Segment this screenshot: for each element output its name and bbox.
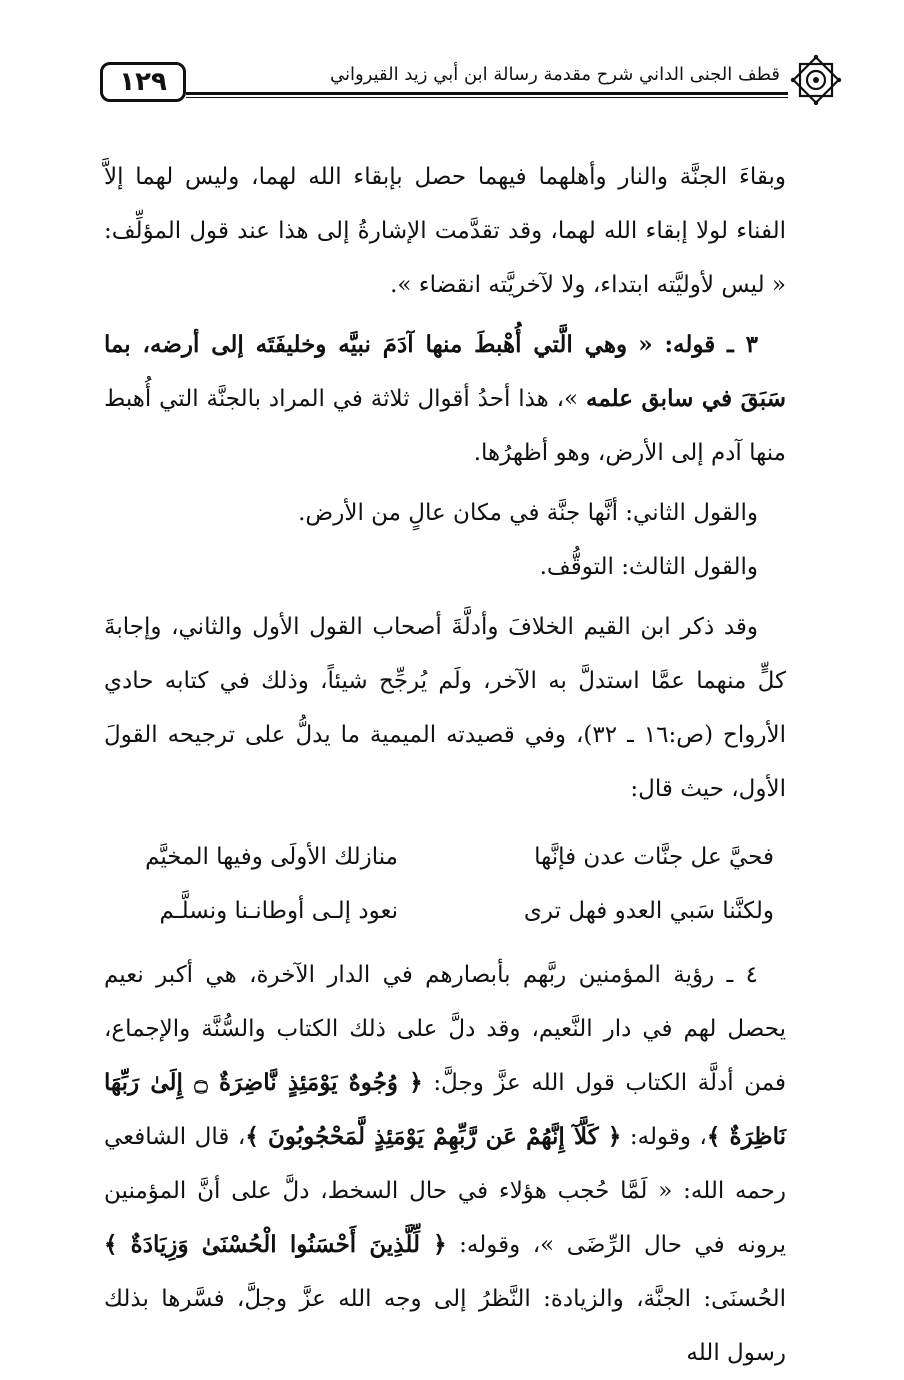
paragraph-5: وقد ذكر ابن القيم الخلافَ وأدلَّةَ أصحاب القول الأول والثاني، وإجابةَ كلٍّ منهما عمَّا استدلَّ به الآخر، ولَم يُرجِّح شيئاً، وذلك في كتابه حادي الأرواح (ص:١٦ ـ ٣٢)، وفي قصيدته الميمية ما يدلُّ على ترجيحه القولَ الأول، حيث قال: [104, 614, 786, 802]
paragraph-6-end: الحُسنَى: الجنَّة، والزيادة: النَّظرُ إلى وجه الله عزَّ وجلَّ، فسَّرها بذلك رسول الله [104, 1286, 786, 1366]
paragraph-6-mid-2: ، قال الشافعي رحمه الله: « لَمَّا حُجب هؤلاء في حال السخط، دلَّ على أنَّ المؤمنين يرونه في حال الرِّضَى »، وقوله: [104, 1124, 786, 1258]
verse-second-hemistich: منازلك الأولَى وفيها المخيَّم [145, 844, 398, 870]
page-number: ١٢٩ [100, 62, 186, 102]
paragraph-2-prefix: ٣ ـ قوله: « [638, 331, 759, 358]
quran-verse-2: ﴿ كَلَّآ إِنَّهُمْ عَن رَّبِّهِمْ يَوْمَئِذٍ لَّمَحْجُوبُونَ ﴾ [245, 1123, 622, 1150]
paragraph-6 [104, 948, 786, 1380]
paragraph-2-rest: »، هذا أحدُ أقوال ثلاثة في المراد بالجنَّة التي أُهبط منها آدم إلى الأرض، وهو أظهرُها. [104, 386, 786, 466]
paragraph-6-prefix: ٤ ـ رؤية المؤمنين ربَّهم بأبصارهم في الدار الآخرة، هي أكبر نعيم يحصل لهم في دار النَّعيم، وقد دلَّ على ذلك الكتاب والسُّنَّة والإجماع، فمن أدلَّة الكتاب قول الله عزَّ وجلَّ: [104, 962, 786, 1096]
verse-first-hemistich: ولكنَّنا سَبي العدو فهل ترى [523, 898, 774, 924]
quoted-text: وهي الَّتي أُهْبطَ منها آدَمَ نبيَّه وخليفَتَه إلى أرضه، بما سَبَقَ في سابق علمه [104, 331, 786, 412]
header-rule [186, 92, 788, 98]
paragraph-2 [104, 318, 786, 480]
paragraph-4: والقول الثالث: التوقُّف. [539, 554, 758, 580]
paragraph-3: والقول الثاني: أنَّها جنَّة في مكان عالٍ من الأرض. [298, 500, 758, 526]
star-ornament-icon [788, 52, 844, 108]
quran-verse-3: ﴿ لِّلَّذِينَ أَحْسَنُوا الْحُسْنَىٰ وَزِيَادَةٌ ﴾ [104, 1231, 447, 1258]
verse-line [104, 884, 786, 938]
verse-second-hemistich: نعود إلـى أوطانـنا ونسلَّـم [159, 898, 398, 924]
main-text [104, 150, 786, 1380]
quran-verse-1: ﴿ وُجُوهٌ يَوْمَئِذٍ نَّاضِرَةٌ ۝ إِلَىٰ رَبِّهَا نَاظِرَةٌ ﴾ [104, 1069, 786, 1150]
poem-verses [104, 830, 786, 938]
running-title: قطف الجنى الداني شرح مقدمة رسالة ابن أبي زيد القيرواني [329, 64, 780, 85]
verse-line [104, 830, 786, 884]
paragraph-1: وبقاءَ الجنَّة والنار وأهلهما فيهما حصل بإبقاء الله لهما، وليس لهما إلاَّ الفناء لولا إبقاء الله لهما، وقد تقدَّمت الإشارةُ إلى هذا عند قول المؤلِّف: « ليس لأوليَّته ابتداء، ولا لآخريَّته انقضاء ». [104, 164, 786, 298]
page-header [100, 52, 844, 110]
verse-first-hemistich: فحيَّ عل جنَّات عدن فإنَّها [534, 844, 774, 870]
paragraph-6-mid-1: ، وقوله: [629, 1124, 707, 1150]
